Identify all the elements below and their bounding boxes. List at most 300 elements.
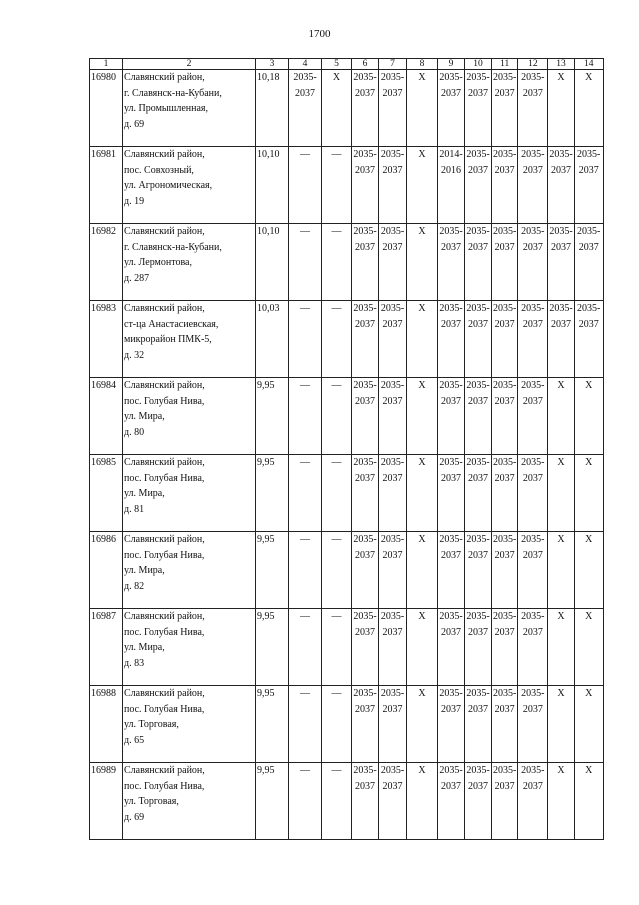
- period-text: —: [331, 688, 342, 699]
- address-cell: [123, 455, 256, 532]
- period-cell: [492, 609, 518, 686]
- period-text: 2035-: [466, 380, 490, 391]
- address-cell: [123, 532, 256, 609]
- period-text: X: [557, 72, 565, 83]
- period-text: —: [300, 534, 310, 545]
- table-row: [90, 609, 604, 686]
- period-text: 2035-: [466, 611, 490, 622]
- address-line: Славянский район,: [124, 303, 205, 314]
- period-cell: [574, 147, 603, 224]
- period-text: X: [585, 534, 593, 545]
- period-text: 2037: [551, 164, 572, 176]
- period-text: 2035-: [466, 534, 490, 545]
- period-text: 2037: [494, 703, 515, 715]
- address-line: пос. Голубая Нива,: [124, 395, 205, 407]
- address-line: пос. Голубая Нива,: [124, 549, 205, 561]
- column-number: 14: [574, 59, 603, 70]
- address-line: Славянский район,: [124, 226, 205, 237]
- period-text: 2037: [468, 549, 488, 561]
- period-text: 2035-: [521, 149, 545, 160]
- period-text: X: [585, 611, 593, 622]
- period-cell: [492, 70, 518, 147]
- period-cell: [379, 70, 407, 147]
- period-cell: [379, 532, 407, 609]
- period-text: 2037: [578, 164, 599, 176]
- address-line: д. 82: [124, 580, 145, 592]
- period-text: X: [585, 457, 593, 468]
- period-cell: [289, 70, 322, 147]
- record-number: 16983: [90, 301, 123, 378]
- address-line: д. 69: [124, 118, 145, 130]
- period-cell: [379, 224, 407, 301]
- address-line: д. 19: [124, 195, 145, 207]
- period-cell: [352, 378, 379, 455]
- period-text: 2035-: [439, 380, 463, 391]
- period-text: 2037: [468, 318, 488, 330]
- period-cell: [465, 70, 492, 147]
- period-text: 2035-: [466, 226, 490, 237]
- period-cell: [289, 455, 322, 532]
- period-cell: [465, 532, 492, 609]
- period-text: 2037: [382, 87, 403, 99]
- address-cell: [123, 224, 256, 301]
- period-cell: [438, 224, 465, 301]
- period-cell: [574, 301, 603, 378]
- address-line: ул. Промышленная,: [124, 103, 208, 114]
- period-cell: [438, 686, 465, 763]
- record-number: 16984: [90, 378, 123, 455]
- period-text: 2037: [441, 241, 461, 253]
- period-text: —: [331, 149, 342, 160]
- period-text: 2035-: [521, 226, 545, 237]
- period-cell: [289, 147, 322, 224]
- address-line: пос. Голубая Нива,: [124, 703, 205, 715]
- address-line: ул. Торговая,: [124, 719, 179, 730]
- period-cell: [379, 763, 407, 840]
- address-cell: [123, 301, 256, 378]
- period-text: 2035-: [353, 457, 377, 468]
- address-line: д. 83: [124, 657, 145, 669]
- address-cell: [123, 763, 256, 840]
- page-number: 1700: [308, 28, 331, 40]
- period-text: 2035-: [549, 303, 573, 314]
- period-cell: [379, 378, 407, 455]
- value-cell: 10,10: [256, 147, 289, 224]
- registry-table: [89, 58, 604, 840]
- period-cell: [322, 301, 352, 378]
- period-text: —: [300, 380, 310, 391]
- record-number: 16980: [90, 70, 123, 147]
- period-cell: [407, 70, 438, 147]
- address-line: ул. Агрономическая,: [124, 180, 213, 191]
- address-line: ул. Лермонтова,: [124, 257, 192, 268]
- period-text: 2035-: [493, 765, 517, 776]
- period-cell: [465, 378, 492, 455]
- period-text: 2035-: [353, 303, 377, 314]
- period-text: 2035-: [466, 149, 490, 160]
- period-cell: [322, 455, 352, 532]
- address-line: ул. Мира,: [124, 488, 165, 499]
- period-text: 2037: [494, 87, 515, 99]
- period-cell: [465, 224, 492, 301]
- period-text: 2035-: [577, 149, 601, 160]
- period-cell: [407, 609, 438, 686]
- period-cell: [438, 763, 465, 840]
- address-line: г. Славянск-на-Кубани,: [124, 241, 222, 253]
- period-text: —: [331, 303, 342, 314]
- period-text: 2035-: [549, 149, 573, 160]
- table-row: [90, 70, 604, 147]
- period-text: 2037: [295, 87, 315, 99]
- period-cell: [289, 532, 322, 609]
- period-cell: [322, 609, 352, 686]
- period-text: 2035-: [577, 226, 601, 237]
- period-text: 2035-: [521, 457, 545, 468]
- period-cell: [322, 763, 352, 840]
- table-row: [90, 147, 604, 224]
- period-cell: [289, 686, 322, 763]
- period-text: 2035-: [353, 611, 377, 622]
- period-text: 2037: [441, 318, 461, 330]
- period-text: 2037: [468, 395, 488, 407]
- address-line: пос. Голубая Нива,: [124, 472, 205, 484]
- period-cell: [548, 224, 574, 301]
- period-text: 2037: [468, 241, 488, 253]
- value-cell: 10,18: [256, 70, 289, 147]
- period-cell: [379, 686, 407, 763]
- period-cell: [574, 70, 603, 147]
- period-text: 2035-: [353, 226, 377, 237]
- period-text: 2035-: [521, 72, 545, 83]
- value-cell: 9,95: [256, 455, 289, 532]
- period-cell: [518, 378, 548, 455]
- period-cell: [518, 686, 548, 763]
- column-number: 4: [289, 59, 322, 70]
- period-text: —: [331, 611, 342, 622]
- address-line: ул. Торговая,: [124, 796, 179, 807]
- address-line: пос. Голубая Нива,: [124, 780, 205, 792]
- period-cell: [289, 301, 322, 378]
- period-text: 2035-: [439, 72, 463, 83]
- period-cell: [492, 301, 518, 378]
- address-line: пос. Голубая Нива,: [124, 626, 205, 638]
- period-cell: [574, 609, 603, 686]
- period-text: 2035-: [439, 765, 463, 776]
- period-text: 2037: [355, 780, 375, 792]
- period-cell: [379, 609, 407, 686]
- period-cell: [548, 609, 574, 686]
- period-cell: [407, 686, 438, 763]
- period-text: 2037: [494, 164, 515, 176]
- period-text: —: [300, 688, 310, 699]
- period-text: 2037: [468, 87, 488, 99]
- period-text: 2035-: [493, 380, 517, 391]
- period-text: 2037: [382, 780, 403, 792]
- period-text: —: [300, 226, 310, 237]
- period-text: 2035-: [353, 149, 377, 160]
- period-text: 2037: [522, 318, 543, 330]
- period-cell: [352, 147, 379, 224]
- period-text: —: [300, 611, 310, 622]
- period-cell: [407, 147, 438, 224]
- period-text: 2037: [355, 703, 375, 715]
- period-text: 2037: [551, 318, 572, 330]
- period-text: X: [557, 688, 565, 699]
- period-text: 2037: [522, 703, 543, 715]
- period-cell: [438, 70, 465, 147]
- table-row: [90, 301, 604, 378]
- period-text: 2035-: [521, 534, 545, 545]
- column-number: 12: [518, 59, 548, 70]
- period-text: 2037: [382, 626, 403, 638]
- column-number: 1: [90, 59, 123, 70]
- period-text: 2037: [441, 626, 461, 638]
- period-cell: [548, 532, 574, 609]
- period-text: 2035-: [493, 149, 517, 160]
- address-line: ул. Мира,: [124, 565, 165, 576]
- address-line: пос. Совхозный,: [124, 164, 194, 176]
- period-text: 2037: [382, 549, 403, 561]
- period-text: X: [418, 765, 426, 776]
- period-text: 2037: [578, 241, 599, 253]
- period-text: 2037: [551, 241, 572, 253]
- period-text: 2035-: [493, 611, 517, 622]
- column-number: 5: [322, 59, 352, 70]
- period-text: 2037: [468, 626, 488, 638]
- period-text: 2037: [522, 549, 543, 561]
- period-text: 2037: [355, 626, 375, 638]
- column-number: 9: [438, 59, 465, 70]
- address-cell: [123, 70, 256, 147]
- address-line: Славянский район,: [124, 380, 205, 391]
- period-text: 2035-: [353, 380, 377, 391]
- period-cell: [289, 763, 322, 840]
- period-text: 2037: [522, 780, 543, 792]
- period-text: X: [585, 688, 593, 699]
- address-cell: [123, 686, 256, 763]
- period-cell: [518, 455, 548, 532]
- period-text: 2035-: [380, 149, 405, 160]
- period-text: X: [418, 534, 426, 545]
- period-text: 2037: [355, 241, 375, 253]
- period-text: X: [418, 688, 426, 699]
- period-text: 2035-: [353, 688, 377, 699]
- period-cell: [465, 147, 492, 224]
- period-text: 2035-: [549, 226, 573, 237]
- period-cell: [518, 147, 548, 224]
- period-cell: [465, 763, 492, 840]
- record-number: 16989: [90, 763, 123, 840]
- column-number-row: [90, 59, 604, 70]
- period-cell: [548, 70, 574, 147]
- period-cell: [438, 301, 465, 378]
- period-cell: [322, 70, 352, 147]
- period-cell: [465, 455, 492, 532]
- period-text: 2035-: [577, 303, 601, 314]
- address-line: д. 32: [124, 349, 145, 361]
- column-number: 2: [123, 59, 256, 70]
- period-cell: [548, 763, 574, 840]
- period-text: 2037: [522, 472, 543, 484]
- period-text: X: [557, 765, 565, 776]
- period-text: 2035-: [521, 611, 545, 622]
- period-text: 2037: [468, 472, 488, 484]
- period-text: 2035-: [521, 688, 545, 699]
- period-text: 2035-: [439, 303, 463, 314]
- period-text: 2037: [578, 318, 599, 330]
- address-line: д. 81: [124, 503, 145, 515]
- address-line: микрорайон ПМК-5,: [124, 334, 212, 345]
- period-text: 2035-: [380, 226, 405, 237]
- period-text: 2014-: [439, 149, 463, 160]
- record-number: 16988: [90, 686, 123, 763]
- period-cell: [492, 763, 518, 840]
- period-text: 2037: [494, 472, 515, 484]
- address-cell: [123, 147, 256, 224]
- period-cell: [574, 763, 603, 840]
- period-cell: [465, 686, 492, 763]
- period-cell: [574, 532, 603, 609]
- period-text: 2037: [441, 395, 461, 407]
- period-text: 2035-: [521, 303, 545, 314]
- period-cell: [322, 686, 352, 763]
- period-text: 2037: [494, 549, 515, 561]
- column-number: 3: [256, 59, 289, 70]
- period-text: 2035-: [353, 72, 377, 83]
- period-cell: [518, 301, 548, 378]
- period-cell: [518, 609, 548, 686]
- period-cell: [492, 455, 518, 532]
- period-cell: [548, 455, 574, 532]
- period-text: 2037: [355, 472, 375, 484]
- period-text: 2035-: [439, 534, 463, 545]
- period-text: 2035-: [493, 303, 517, 314]
- period-cell: [407, 224, 438, 301]
- address-line: Славянский район,: [124, 611, 205, 622]
- period-text: 2037: [441, 87, 461, 99]
- period-text: 2037: [522, 241, 543, 253]
- period-cell: [548, 686, 574, 763]
- period-cell: [548, 378, 574, 455]
- period-cell: [407, 301, 438, 378]
- period-text: 2035-: [353, 765, 377, 776]
- period-cell: [548, 147, 574, 224]
- period-text: 2035-: [439, 688, 463, 699]
- period-cell: [518, 763, 548, 840]
- period-text: 2037: [355, 87, 375, 99]
- column-number: 13: [548, 59, 574, 70]
- period-cell: [322, 378, 352, 455]
- table-row: [90, 455, 604, 532]
- period-cell: [574, 686, 603, 763]
- address-line: д. 65: [124, 734, 145, 746]
- table-row: [90, 763, 604, 840]
- table-row: [90, 378, 604, 455]
- period-cell: [379, 301, 407, 378]
- period-text: 2037: [522, 395, 543, 407]
- record-number: 16982: [90, 224, 123, 301]
- period-text: 2035-: [466, 765, 490, 776]
- record-number: 16981: [90, 147, 123, 224]
- period-cell: [352, 301, 379, 378]
- period-text: 2035-: [293, 72, 317, 83]
- period-text: —: [331, 226, 342, 237]
- period-text: X: [557, 380, 565, 391]
- period-text: —: [331, 457, 342, 468]
- period-text: 2037: [441, 703, 461, 715]
- period-text: 2035-: [380, 534, 405, 545]
- period-cell: [289, 224, 322, 301]
- period-text: 2035-: [380, 457, 405, 468]
- period-text: 2035-: [439, 226, 463, 237]
- period-text: X: [585, 72, 593, 83]
- period-text: —: [300, 149, 310, 160]
- period-text: 2035-: [380, 688, 405, 699]
- period-text: 2035-: [493, 688, 517, 699]
- record-number: 16986: [90, 532, 123, 609]
- period-cell: [352, 532, 379, 609]
- period-cell: [407, 532, 438, 609]
- period-text: X: [557, 457, 565, 468]
- period-text: X: [418, 226, 426, 237]
- period-text: 2035-: [466, 457, 490, 468]
- period-cell: [438, 378, 465, 455]
- period-cell: [407, 763, 438, 840]
- table-row: [90, 532, 604, 609]
- period-text: 2037: [382, 164, 403, 176]
- period-cell: [574, 378, 603, 455]
- period-text: 2035-: [380, 765, 405, 776]
- address-line: д. 80: [124, 426, 145, 438]
- address-line: Славянский район,: [124, 534, 205, 545]
- period-text: 2035-: [466, 688, 490, 699]
- period-text: —: [300, 765, 310, 776]
- period-text: 2037: [494, 395, 515, 407]
- address-line: ст-ца Анастасиевская,: [124, 318, 219, 330]
- period-text: 2037: [468, 164, 488, 176]
- period-cell: [465, 301, 492, 378]
- period-cell: [352, 686, 379, 763]
- address-line: г. Славянск-на-Кубани,: [124, 87, 222, 99]
- period-text: 2037: [441, 472, 461, 484]
- period-text: X: [557, 611, 565, 622]
- period-cell: [438, 455, 465, 532]
- period-text: X: [585, 765, 593, 776]
- period-text: 2035-: [380, 380, 405, 391]
- period-text: 2035-: [380, 303, 405, 314]
- table-row: [90, 224, 604, 301]
- value-cell: 9,95: [256, 763, 289, 840]
- value-cell: 10,10: [256, 224, 289, 301]
- period-cell: [518, 532, 548, 609]
- period-text: X: [332, 72, 341, 83]
- column-number: 10: [465, 59, 492, 70]
- period-text: X: [418, 72, 426, 83]
- period-text: 2035-: [493, 226, 517, 237]
- address-line: д. 287: [124, 272, 150, 284]
- period-text: 2037: [522, 164, 543, 176]
- period-text: 2037: [441, 780, 461, 792]
- period-text: 2037: [494, 780, 515, 792]
- address-line: Славянский район,: [124, 688, 205, 699]
- column-number: 8: [407, 59, 438, 70]
- period-cell: [438, 532, 465, 609]
- table-row: [90, 686, 604, 763]
- period-text: 2035-: [439, 457, 463, 468]
- period-text: —: [300, 303, 310, 314]
- record-number: 16987: [90, 609, 123, 686]
- period-cell: [352, 224, 379, 301]
